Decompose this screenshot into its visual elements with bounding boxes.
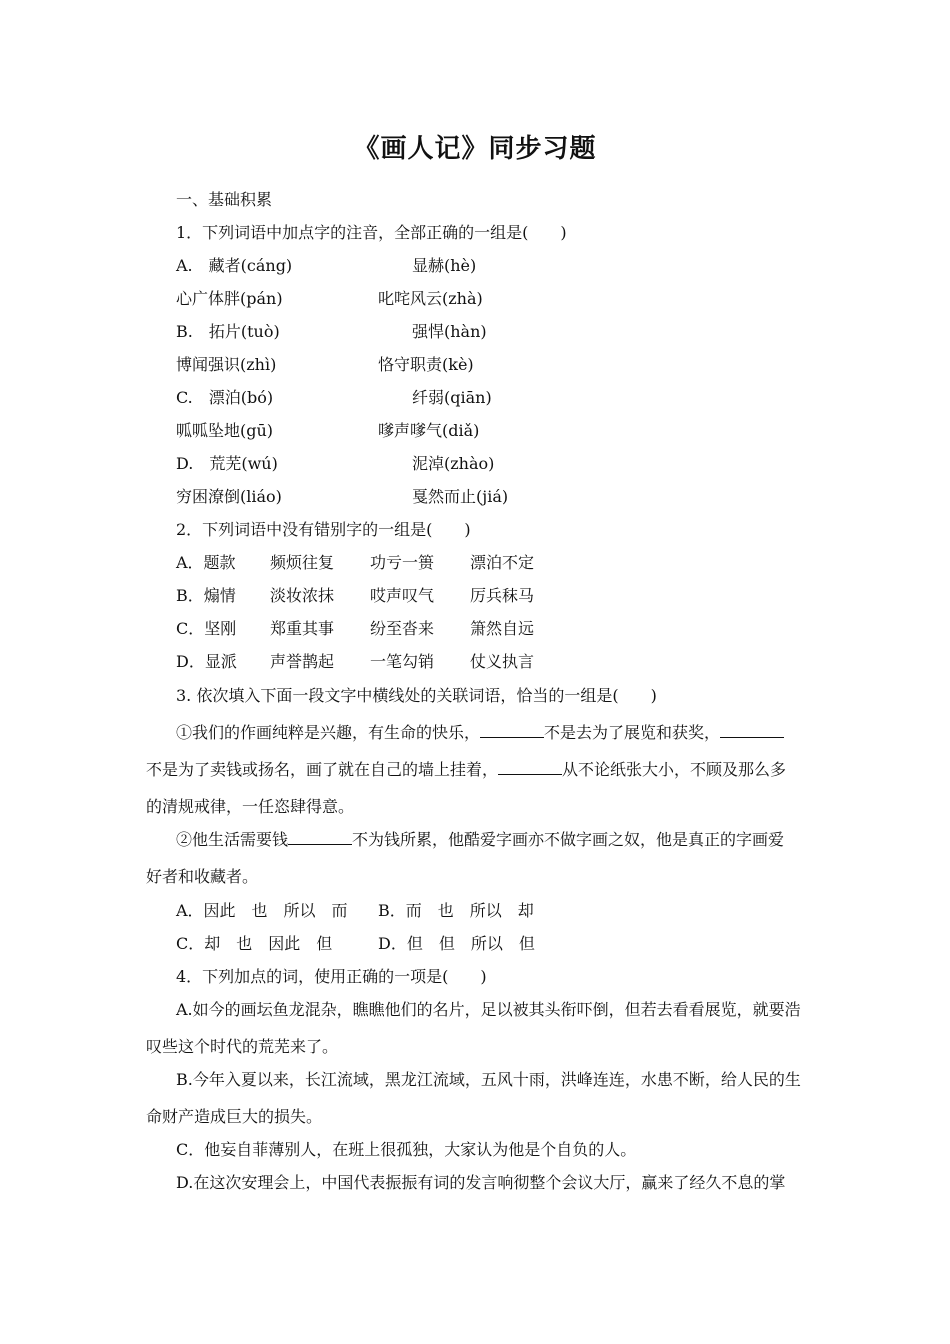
q2-word: 厉兵秣马 — [470, 586, 535, 605]
q3-text: 从不论纸张大小，不顾及那么多 — [562, 760, 787, 779]
q1-d2: 泥淖(zhào) — [412, 454, 495, 473]
q1-option-a-row1 — [176, 255, 477, 277]
q4-option-c: C．他妄自菲薄别人，在班上很孤独，大家认为他是个自负的人。 — [176, 1140, 637, 1159]
fill-blank — [498, 760, 562, 775]
q3-options-row2 — [176, 933, 535, 955]
q2-word: 一笔勾销 — [370, 652, 435, 671]
q3-option-a: A．因此 也 所以 而 — [176, 901, 348, 920]
q2-option-row — [176, 618, 535, 640]
q1-option-b-row1 — [176, 321, 487, 343]
q3-option-d: D．但 但 所以 但 — [378, 934, 535, 953]
q3-options-row1 — [176, 900, 534, 922]
q3-text: 不为钱所累，他酷爱字画亦不做字画之奴，他是真正的字画爱 — [352, 830, 785, 849]
question-1-stem: 1．下列词语中加点字的注音，全部正确的一组是( ) — [176, 223, 567, 242]
q2-word: B．煽情 — [176, 586, 236, 605]
question-2-stem: 2．下列词语中没有错别字的一组是( ) — [176, 520, 471, 539]
q3-option-c: C．却 也 因此 但 — [176, 934, 333, 953]
q1-option-d-row2 — [176, 486, 509, 508]
q2-word: 淡妆浓抹 — [270, 586, 335, 605]
q1-a4: 叱咤风云(zhà) — [378, 289, 483, 308]
q1-c2: 纤弱(qiān) — [412, 388, 492, 407]
fill-blank — [288, 830, 352, 845]
question-3-stem: 3. 依次填入下面一段文字中横线处的关联词语，恰当的一组是( ) — [176, 686, 657, 705]
q2-word: 功亏一篑 — [370, 553, 435, 572]
q1-d1: D. 荒芜(wú) — [176, 454, 278, 473]
q2-word: 频烦往复 — [270, 553, 335, 572]
q4-option-a-line1: A.如今的画坛鱼龙混杂，瞧瞧他们的名片，足以被其头衔吓倒，但若去看看展览，就要浩 — [176, 1000, 801, 1019]
q1-option-c-row1 — [176, 387, 492, 409]
q3-paragraph-1-line3: 的清规戒律，一任恣肆得意。 — [146, 797, 355, 816]
q1-option-c-row2 — [176, 420, 480, 442]
q3-option-b: B．而 也 所以 却 — [378, 901, 534, 920]
q2-word: 郑重其事 — [270, 619, 335, 638]
q2-option-row — [176, 585, 535, 607]
q2-word: 哎声叹气 — [370, 586, 435, 605]
q2-option-row — [176, 651, 535, 673]
question-4-stem: 4．下列加点的词，使用正确的一项是( ) — [176, 967, 487, 986]
q2-word: 漂泊不定 — [470, 553, 535, 572]
q2-word: A．题款 — [176, 553, 236, 572]
q1-c4: 嗲声嗲气(diǎ) — [378, 421, 480, 440]
q3-paragraph-2-line2: 好者和收藏者。 — [146, 867, 259, 886]
q3-text: 不是去为了展览和获奖， — [544, 723, 721, 742]
fill-blank — [720, 723, 784, 738]
q2-word: 仗义执言 — [470, 652, 535, 671]
q1-b2: 强悍(hàn) — [412, 322, 487, 341]
q4-option-a-line2: 叹些这个时代的荒芜来了。 — [146, 1037, 339, 1056]
q3-text: 不是为了卖钱或扬名，画了就在自己的墙上挂着， — [146, 760, 499, 779]
q4-option-d-line1: D.在这次安理会上，中国代表振振有词的发言响彻整个会议大厅，赢来了经久不息的掌 — [176, 1173, 786, 1192]
q4-option-b-line2: 命财产造成巨大的损失。 — [146, 1107, 323, 1126]
q1-a2: 显赫(hè) — [412, 256, 477, 275]
q3-paragraph-1-line2 — [146, 759, 786, 781]
q1-d4: 戛然而止(jiá) — [412, 487, 509, 506]
fill-blank — [480, 723, 544, 738]
q1-b3: 博闻强识(zhì) — [176, 355, 277, 374]
q2-word: 声誉鹊起 — [270, 652, 335, 671]
q1-c1: C. 漂泊(bó) — [176, 388, 274, 407]
q3-paragraph-2-line1 — [176, 829, 784, 851]
section-heading: 一、基础积累 — [176, 190, 273, 209]
q1-c3: 呱呱坠地(gū) — [176, 421, 274, 440]
q1-option-a-row2 — [176, 288, 483, 310]
q1-b1: B. 拓片(tuò) — [176, 322, 280, 341]
q3-text: ②他生活需要钱 — [176, 830, 289, 849]
q1-b4: 恪守职责(kè) — [378, 355, 474, 374]
q4-option-b-line1: B.今年入夏以来，长江流域，黑龙江流域，五风十雨，洪峰连连，水患不断，给人民的生 — [176, 1070, 801, 1089]
page-title: 《画人记》同步习题 — [353, 134, 597, 164]
q2-word: D．显派 — [176, 652, 237, 671]
q2-option-row — [176, 552, 535, 574]
q1-a1: A. 藏者(cáng) — [176, 256, 293, 275]
q1-a3: 心广体胖(pán) — [176, 289, 283, 308]
q1-d3: 穷困潦倒(liáo) — [176, 487, 282, 506]
q2-word: 纷至沓来 — [370, 619, 435, 638]
q2-word: 箫然自远 — [470, 619, 535, 638]
q3-paragraph-1-line1 — [176, 722, 784, 744]
q1-option-d-row1 — [176, 453, 495, 475]
q1-option-b-row2 — [176, 354, 474, 376]
q2-word: C．坚刚 — [176, 619, 237, 638]
q3-text: ①我们的作画纯粹是兴趣，有生命的快乐， — [176, 723, 481, 742]
